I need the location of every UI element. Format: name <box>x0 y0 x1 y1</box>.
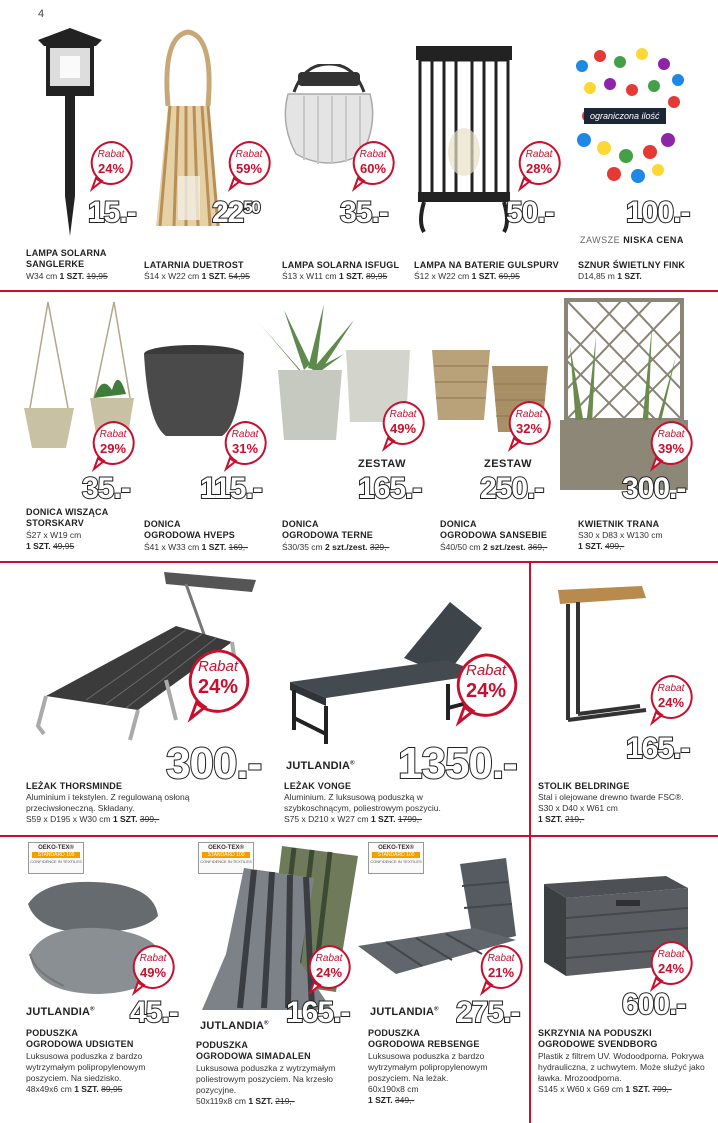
discount-badge: Rabat 60% <box>350 140 396 190</box>
product-details: S30 x D83 x W130 cm 1 SZT. 499,- <box>578 530 663 551</box>
product-title: PODUSZKA OGRODOWA SIMADALEN <box>196 1040 311 1061</box>
discount-badge: Rabat 24% <box>88 140 134 190</box>
discount-badge: Rabat 29% <box>90 420 136 470</box>
side-table-image <box>550 582 650 732</box>
product-details: Aluminium i tekstylen. Z regulowaną osłoną przeciwsłoneczną. Składany. S59 x D195 x W30 cm 1 SZT. 399,- <box>26 792 190 824</box>
price: 100.- <box>626 196 690 229</box>
product-details: Luksusowa poduszka z bardzo wytrzymałym polipropylenowym poszyciem. Na siedzisko. 48x49x6 cm 1 SZT. 89,95 <box>26 1051 146 1094</box>
price: 300.- <box>622 472 686 505</box>
discount-badge: Rabat 28% <box>516 140 562 190</box>
discount-badge: Rabat 24% <box>184 648 252 720</box>
product-title: LAMPA SOLARNA SANGLERKE <box>26 248 107 269</box>
discount-badge: Rabat 24% <box>648 940 694 990</box>
everyday-low-price-logo: ZAWSZE NISKA CENA <box>580 235 684 245</box>
oeko-tex-label: OEKO-TEX® STANDARD 100 CONFIDENCE IN TEXTILES <box>198 842 254 874</box>
discount-badge: Rabat 39% <box>648 420 694 470</box>
jutlandia-logo: JUTLANDIA® <box>200 1020 269 1032</box>
product-details: Ś41 x W33 cm 1 SZT. 169,- <box>144 542 248 552</box>
oeko-tex-label: OEKO-TEX® STANDARD 100 CONFIDENCE IN TEXTILES <box>28 842 84 874</box>
product-title: LEŻAK VONGE <box>284 781 352 791</box>
product-details: Ś40/50 cm 2 szt./zest. 369,- <box>440 542 548 552</box>
price: $22^{50}$ <box>212 196 260 229</box>
jutlandia-logo: JUTLANDIA® <box>286 760 355 772</box>
oeko-tex-label: OEKO-TEX® STANDARD 100 CONFIDENCE IN TEXTILES <box>368 842 424 874</box>
discount-badge: Rabat 24% <box>452 652 520 724</box>
product-title: PODUSZKA OGRODOWA UDSIGTEN <box>26 1028 134 1049</box>
product-title: DONICA WISZĄCA STORSKARV <box>26 507 109 528</box>
set-label: ZESTAW <box>484 458 533 470</box>
discount-badge: Rabat 49% <box>380 400 426 450</box>
limited-quantity-tag: ograniczona ilość <box>584 108 666 124</box>
product-title: LATARNIA DUETROST <box>144 260 244 270</box>
discount-badge: Rabat 59% <box>226 140 272 190</box>
price: 275.- <box>456 996 520 1029</box>
price: 600.- <box>622 988 686 1021</box>
discount-badge: Rabat 49% <box>130 944 176 994</box>
price: 35.- <box>340 196 388 229</box>
product-title: PODUSZKA OGRODOWA REBSENGE <box>368 1028 480 1049</box>
price: 35.- <box>82 472 130 505</box>
section-divider-vertical <box>529 562 531 1123</box>
product-details: Ś30/35 cm 2 szt./zest. 329,- <box>282 542 390 552</box>
product-details: Plastik z filtrem UV. Wodoodporna. Pokrywa hydrauliczna, z uchwytem. Może służyć jako ławka. Mrozoodporna. S145 x W60 x G69 cm 1 SZT. 799,- <box>538 1051 705 1094</box>
discount-badge: Rabat 24% <box>306 944 352 994</box>
product-details: Luksusowa poduszka z bardzo wytrzymałym polipropylenowym poszyciem. Na leżak. 60x190x8 cm 1 SZT. 349,- <box>368 1051 488 1105</box>
product-details: D14,85 m 1 SZT. <box>578 271 642 281</box>
product-title: SZNUR ŚWIETLNY FINK <box>578 260 686 270</box>
product-details: Ś12 x W22 cm 1 SZT. 69,95 <box>414 271 520 281</box>
discount-badge: Rabat 31% <box>222 420 268 470</box>
product-title: DONICA OGRODOWA TERNE <box>282 519 373 540</box>
product-details: Ś27 x W19 cm 1 SZT. 49,95 <box>26 530 82 551</box>
product-title: LEŻAK THORSMINDE <box>26 781 123 791</box>
price: 165.- <box>626 732 690 765</box>
product-title: LAMPA SOLARNA ISFUGL <box>282 260 400 270</box>
price: 50.- <box>506 196 554 229</box>
jutlandia-logo: JUTLANDIA® <box>370 1006 439 1018</box>
price: 165.- <box>286 996 350 1029</box>
page-number: 4 <box>38 8 45 20</box>
discount-badge: Rabat 21% <box>478 944 524 994</box>
price: 115.- <box>200 472 262 505</box>
product-title: STOLIK BELDRINGE <box>538 781 630 791</box>
product-title: DONICA OGRODOWA SANSEBIE <box>440 519 548 540</box>
product-details: Luksusowa poduszka z wytrzymałym poliestrowym poszyciem. Na krzesło pozycyjne. 50x119x8 cm 1 SZT. 219,- <box>196 1063 336 1106</box>
price: 1350.- <box>398 739 517 788</box>
product-title: KWIETNIK TRANA <box>578 519 660 529</box>
product-details: Ś14 x W22 cm 1 SZT. 54,95 <box>144 271 250 281</box>
set-label: ZESTAW <box>358 458 407 470</box>
section-divider <box>0 561 718 563</box>
product-details: Stal i olejowane drewno twarde FSC®. S30 x D40 x W61 cm 1 SZT. 219,- <box>538 792 684 824</box>
price: 165.- <box>358 472 422 505</box>
discount-badge: Rabat 24% <box>648 674 694 724</box>
product-details: Ś13 x W11 cm 1 SZT. 89,95 <box>282 271 388 281</box>
product-details: Aluminium. Z luksusową poduszką w szybkoschnącym, poliestrowym poszyciu. S75 x D210 x W27 cm 1 SZT. 1799,- <box>284 792 441 824</box>
section-divider <box>0 290 718 292</box>
price: 300.- <box>166 739 262 788</box>
price: 15.- <box>88 196 136 229</box>
section-divider <box>0 835 718 837</box>
black-lantern-image <box>410 42 520 236</box>
product-details: W34 cm 1 SZT. 19,95 <box>26 271 108 281</box>
price: 45.- <box>130 996 178 1029</box>
jutlandia-logo: JUTLANDIA® <box>26 1006 95 1018</box>
price: 250.- <box>480 472 544 505</box>
product-title: SKRZYNIA NA PODUSZKI OGRODOWE SVENDBORG <box>538 1028 658 1049</box>
discount-badge: Rabat 32% <box>506 400 552 450</box>
product-title: DONICA OGRODOWA HVEPS <box>144 519 235 540</box>
product-title: LAMPA NA BATERIE GULSPURV <box>414 260 559 270</box>
